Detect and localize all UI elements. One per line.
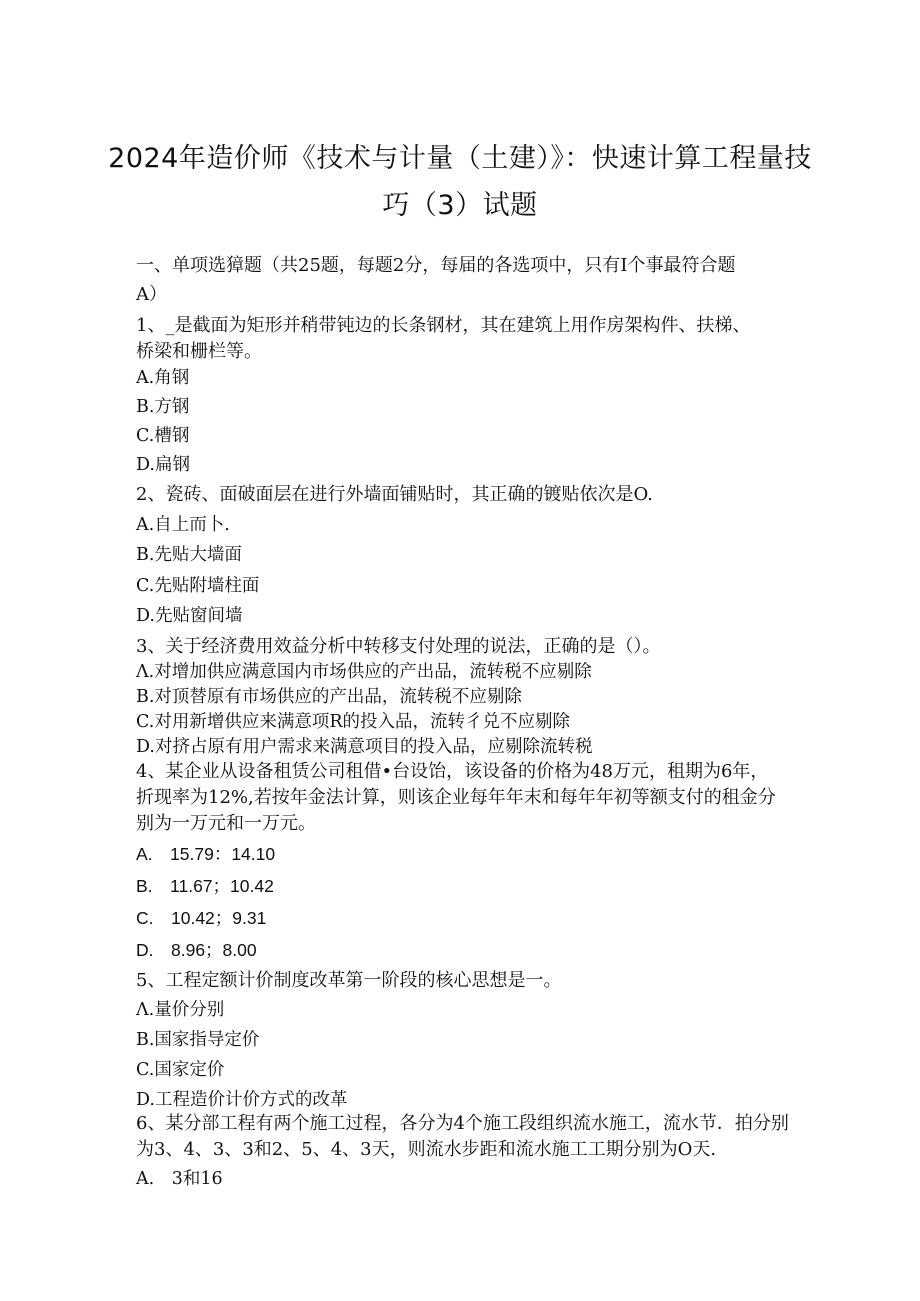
question-2-option-a: A.自上而卜. bbox=[136, 515, 230, 535]
question-3-stem: 3、关于经济费用效益分析中转移支付处理的说法，正确的是（）。 bbox=[136, 636, 661, 657]
question-3-option-b: B.对顶替原有市场供应的产出品，流转税不应剔除 bbox=[136, 687, 522, 707]
question-6-stem: 6、某分部工程有两个施工过程，各分为4个施工段组织流水施工，流水节．拍分别 bbox=[136, 1113, 789, 1134]
question-5-option-a: Λ.量价分别 bbox=[136, 1000, 225, 1020]
question-1-option-c: C.槽钢 bbox=[136, 426, 190, 446]
question-5-stem: 5、工程定额计价制度改革第一阶段的核心思想是一。 bbox=[136, 970, 562, 991]
question-5-option-b: B.国家指导定价 bbox=[136, 1030, 260, 1050]
question-5-option-c: C.国家定价 bbox=[136, 1060, 225, 1080]
question-2-option-c: C.先贴附墙柱面 bbox=[136, 576, 260, 596]
question-2-option-b: B.先贴大墙面 bbox=[136, 545, 242, 565]
section-heading: 一、单项选獐题（共25题，每题2分，每届的各选项中，只有Ⅰ个事最符合题 bbox=[136, 255, 736, 276]
question-6-stem-continued: 为3、4、3、3和2、5、4、3天，则流水步距和流水施工工期分别为O天. bbox=[136, 1139, 717, 1160]
question-4-option-b: B. 11.67；10.42 bbox=[136, 876, 274, 896]
question-4-option-d: D. 8.96；8.00 bbox=[136, 940, 257, 960]
question-2-option-d: D.先贴窗间墙 bbox=[136, 606, 243, 626]
question-1-option-b: B.方钢 bbox=[136, 397, 190, 417]
question-1-stem-continued: 桥梁和栅栏等。 bbox=[136, 341, 262, 362]
question-6-option-a: A. 3和16 bbox=[136, 1169, 223, 1189]
question-1-option-a: A.角钢 bbox=[136, 368, 190, 388]
question-4-stem: 4、某企业从设备租赁公司租借•台设饴，该设备的价格为48万元，租期为6年， bbox=[136, 761, 769, 782]
question-4-stem-continued-2: 别为一万元和一万元。 bbox=[136, 813, 316, 834]
question-4-option-c: C. 10.42；9.31 bbox=[136, 908, 267, 928]
question-3-option-a: Λ.对增加供应满意国内市场供应的产出品，流转税不应剔除 bbox=[136, 662, 592, 682]
question-5-option-d: D.工程造价计价方式的改革 bbox=[136, 1090, 348, 1110]
question-4-option-a: A. 15.79：14.10 bbox=[136, 844, 276, 864]
section-heading-continued: A） bbox=[136, 284, 167, 305]
question-1-option-d: D.扁钢 bbox=[136, 455, 190, 475]
document-title-line-1: 2024年造价师《技术与计量（土建）》：快速计算工程量技 bbox=[108, 143, 812, 174]
document-title-line-2: 巧（3）试题 bbox=[382, 190, 538, 221]
question-2-stem: 2、瓷砖、面破面层在进行外墙面铺贴时，其正确的镀贴依次是O. bbox=[136, 484, 653, 505]
question-1-stem: 1、_是截面为矩形并稍带钝边的长条钢材，其在建筑上用作房架构件、扶梯、 bbox=[136, 315, 751, 336]
question-3-option-d: D.对挤占原有用户需求来满意项目的投入品，应剔除流转税 bbox=[136, 737, 593, 757]
question-3-option-c: C.对用新增供应来满意项R的投入品，流转彳兑不应剔除 bbox=[136, 712, 571, 732]
question-4-stem-continued-1: 折现率为12%,若按年金法计算，则该企业每年年末和每年年初等额支付的租金分 bbox=[136, 787, 776, 808]
